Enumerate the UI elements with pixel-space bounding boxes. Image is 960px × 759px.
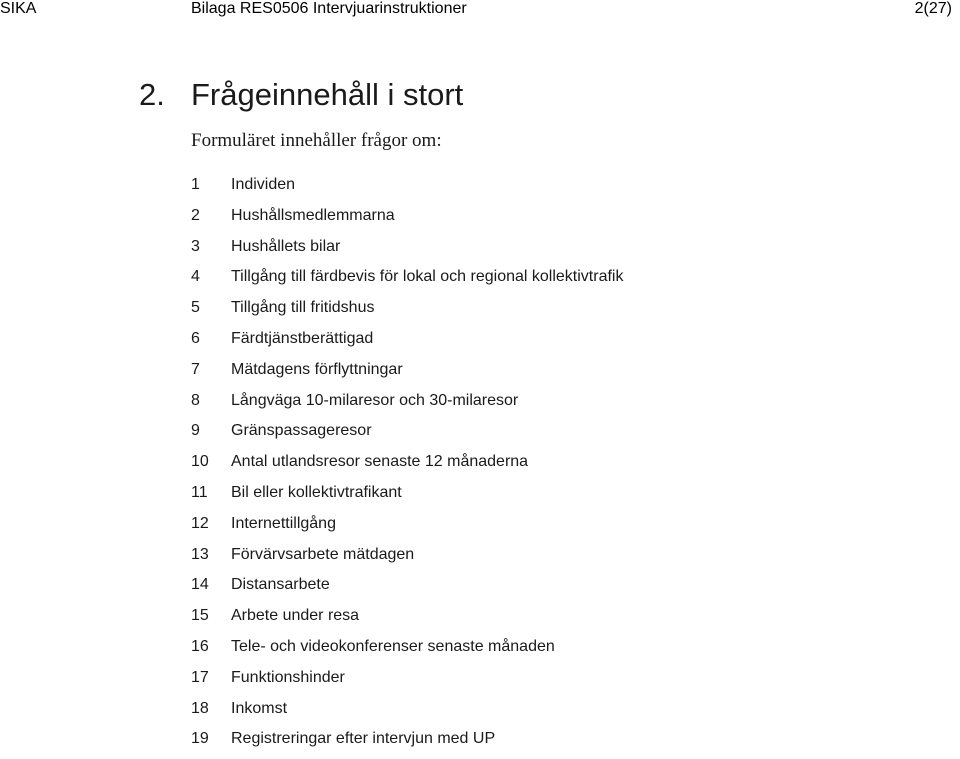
topic-item [191, 205, 623, 236]
topic-label: Förvärvsarbete mätdagen [231, 545, 415, 563]
topic-number: 2 [191, 206, 200, 224]
topic-number: 18 [191, 699, 209, 717]
header-page-number: 2(27) [914, 0, 952, 17]
topic-number: 8 [191, 391, 200, 409]
topic-number: 13 [191, 545, 209, 563]
intro-text: Formuläret innehåller frågor om: [191, 130, 442, 151]
topic-item [191, 390, 623, 421]
topic-item [191, 728, 623, 759]
topic-list [191, 174, 623, 759]
section-title: Frågeinnehåll i stort [191, 77, 464, 112]
topic-item [191, 328, 623, 359]
topic-item [191, 266, 623, 297]
topic-item [191, 636, 623, 667]
topic-label: Mätdagens förflyttningar [231, 360, 403, 378]
topic-item [191, 174, 623, 205]
topic-label: Hushållets bilar [231, 237, 341, 255]
topic-number: 12 [191, 514, 209, 532]
topic-number: 5 [191, 299, 200, 317]
topic-number: 15 [191, 607, 209, 625]
topic-item [191, 698, 623, 729]
section-number: 2. [139, 77, 165, 112]
topic-item [191, 605, 623, 636]
topic-item [191, 482, 623, 513]
topic-label: Internettillgång [231, 514, 336, 532]
topic-label: Arbete under resa [231, 607, 360, 625]
topic-label: Distansarbete [231, 576, 330, 594]
topic-number: 3 [191, 237, 200, 255]
topic-item [191, 667, 623, 698]
topic-number: 10 [191, 453, 209, 471]
topic-item [191, 236, 623, 267]
topic-label: Individen [231, 176, 296, 193]
topic-item [191, 544, 623, 575]
topic-number: 17 [191, 668, 209, 686]
header-doc-title: Bilaga RES0506 Intervjuarinstruktioner [191, 0, 467, 17]
topic-number: 16 [191, 637, 209, 655]
topic-number: 14 [191, 576, 209, 594]
page-header [0, 0, 960, 20]
topic-label: Tillgång till färdbevis för lokal och regional kollektivtrafik [231, 268, 624, 286]
section-heading [139, 78, 463, 112]
topic-label: Funktionshinder [231, 668, 345, 686]
topic-label: Färdtjänstberättigad [231, 329, 374, 347]
topic-label: Inkomst [231, 699, 288, 717]
topic-item [191, 574, 623, 605]
topic-label: Gränspassageresor [231, 422, 372, 440]
topic-label: Bil eller kollektivtrafikant [231, 483, 402, 501]
header-org: SIKA [0, 0, 37, 17]
topic-item [191, 359, 623, 390]
topic-label: Registreringar efter intervjun med UP [231, 730, 496, 748]
topic-item [191, 451, 623, 482]
topic-number: 4 [191, 268, 200, 286]
topic-label: Långväga 10-milaresor och 30-milaresor [231, 391, 519, 409]
topic-label: Hushållsmedlemmarna [231, 206, 395, 224]
topic-number: 19 [191, 730, 209, 748]
topic-number: 7 [191, 360, 200, 378]
topic-number: 6 [191, 329, 200, 347]
topic-item [191, 420, 623, 451]
topic-item [191, 297, 623, 328]
topic-item [191, 513, 623, 544]
topic-number: 9 [191, 422, 200, 440]
topic-label: Antal utlandsresor senaste 12 månaderna [231, 453, 529, 471]
topic-label: Tillgång till fritidshus [231, 299, 375, 317]
topic-number: 1 [191, 176, 200, 193]
topic-number: 11 [191, 483, 208, 501]
topic-label: Tele- och videokonferenser senaste månaden [231, 637, 555, 655]
